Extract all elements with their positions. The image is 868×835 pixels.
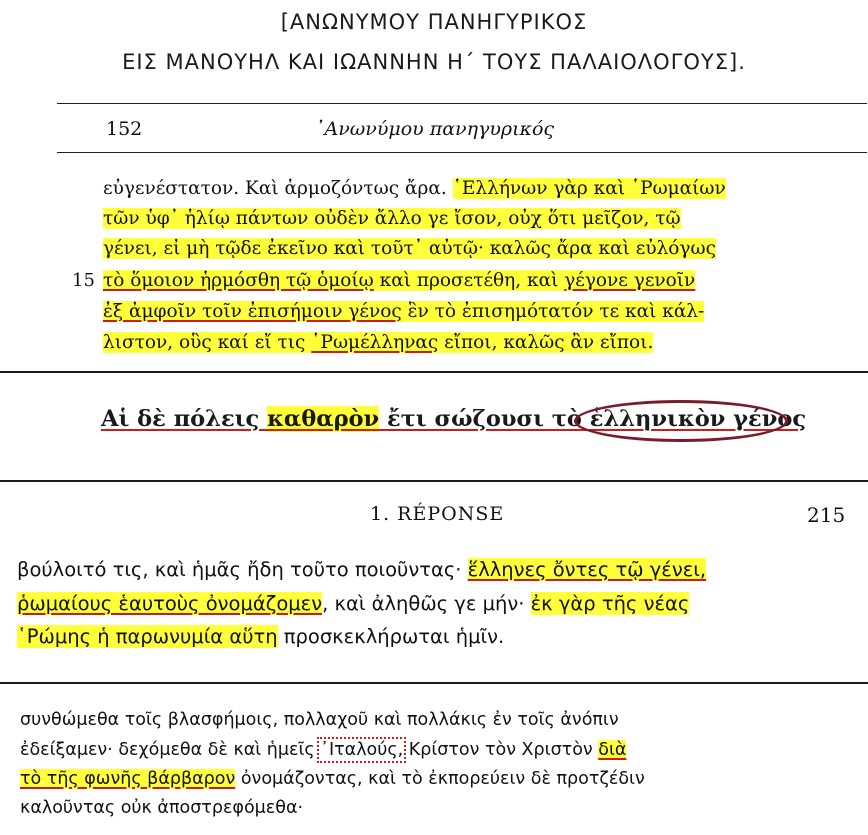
excerpt1-line-1: εὐγενέστατον. Καὶ ἁρμοζόντως ἄρα. ῾Ελλήνων γὰρ καὶ ῾Ρωμαίων bbox=[103, 178, 726, 199]
page-header-rule bbox=[57, 152, 867, 153]
excerpt3-line-1: βούλοιτό τις, καὶ ἡμᾶς ἤδη τοῦτο ποιοῦντας· ἕλληνες ὄντες τῷ γένει, bbox=[17, 558, 707, 581]
excerpt2-text: Αἱ δὲ πόλεις καθαρὸν ἔτι σώζουσι τὸ ἑλληνικὸν γένος bbox=[101, 406, 807, 432]
page-number: 152 bbox=[106, 118, 143, 140]
excerpt1-line-6: λιστον, οὓς καί εἴ τις ῾Ρωμέλληνας εἴποι, καλῶς ἂν εἴποι. bbox=[103, 332, 654, 353]
running-head: ᾽Ανωνύμου πανηγυρικός bbox=[315, 118, 555, 140]
excerpt1-line-5: ἐξ ἀμφοῖν τοῖν ἐπισήμοιν γένος ἓν τὸ ἐπισημότατόν τε καὶ κάλ- bbox=[103, 301, 705, 322]
excerpt3-line-3: ῾Ρώμης ἡ παρωνυμία αὕτη προσκεκλήρωται ἡμῖν. bbox=[17, 625, 505, 648]
header-rule bbox=[57, 103, 867, 104]
excerpt4-line-4: καλοῦντας οὐκ ἀποστρεφόμεθα· bbox=[20, 798, 304, 818]
line-number: 15 bbox=[72, 270, 95, 291]
divider-1 bbox=[0, 371, 868, 373]
excerpt4-line-1: συνθώμεθα τοῖς βλασφήμοις, πολλαχοῦ καὶ πολλάκις ἐν τοῖς ἀνόπιν bbox=[20, 710, 619, 730]
excerpt4-line-3: τὸ τῆς φωνῆς βάρβαρον ὀνομάζοντας, καὶ τὸ ἐκπορεύειν δὲ προτζέδιν bbox=[20, 769, 645, 789]
excerpt4-line-2: ἐδείξαμεν· δεχόμεθα δὲ καὶ ἡμεῖς ᾽Ιταλούς, Κρίστον τὸν Χριστὸν διὰ bbox=[20, 740, 627, 760]
circle-annotation bbox=[574, 400, 788, 442]
excerpt3-line-2: ῥωμαίους ἑαυτοὺς ὀνομάζομεν, καὶ ἀληθῶς γε μήν· ἐκ γὰρ τῆς νέας bbox=[17, 592, 690, 615]
divider-3 bbox=[0, 682, 868, 684]
title-line-2: ΕΙΣ ΜΑΝΟΥΗΛ ΚΑΙ ΙΩΑΝΝΗΝ Η΄ ΤΟΥΣ ΠΑΛΑΙΟΛΟΓΟΥΣ]. bbox=[122, 50, 746, 74]
title-line-1: [ΑΝΩΝΥΜΟΥ ΠΑΝΗΓΥΡΙΚΟΣ bbox=[280, 10, 588, 34]
excerpt1-line-3: γένει, εἰ μὴ τῷδε ἐκεῖνο καὶ τοῦτ᾽ αὐτῷ· καλῶς ἄρα καὶ εὐλόγως bbox=[103, 238, 716, 259]
divider-2 bbox=[0, 480, 868, 482]
boxed-word: ᾽Ιταλούς, bbox=[320, 740, 404, 760]
page-number-215: 215 bbox=[807, 503, 846, 527]
excerpt1-line-2: τῶν ὑφ᾽ ἡλίῳ πάντων οὐδὲν ἄλλο γε ἴσον, οὐχ ὅτι μεῖζον, τῷ bbox=[103, 208, 681, 229]
excerpt1-line-4: τὸ ὅμοιον ἡρμόσθη τῷ ὁμοίῳ καὶ προσετέθη, καὶ γέγονε γενοῖν bbox=[103, 270, 696, 291]
section-label: 1. RÉPONSE bbox=[370, 503, 505, 525]
